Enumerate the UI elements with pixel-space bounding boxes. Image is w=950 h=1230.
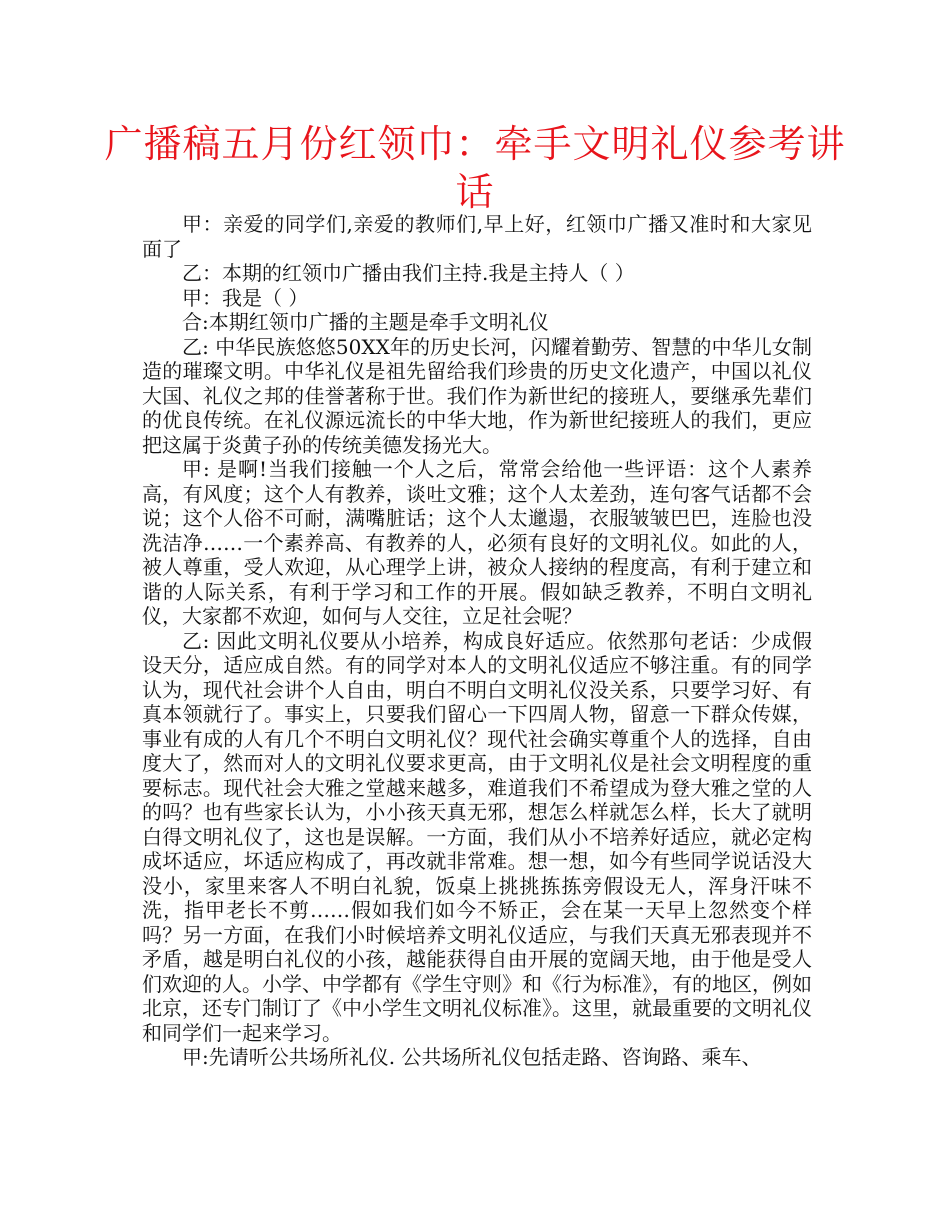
paragraph-6: 甲: 是啊!当我们接触一个人之后，常常会给他一些评语：这个人素养高，有风度；这个人有教养，谈吐文雅；这个人太差劲，连句客气话都不会说；这个人俗不可耐，满嘴脏话；这个人太邋遢，衣服皱皱巴巴，连脸也没洗洁净……一个素养高、有教养的人，必须有良好的文明礼仪。如此的人，被人尊重，受人欢迎，从心理学上讲，被众人接纳的程度高，有利于建立和谐的人际关系，有利于学习和工作的开展。假如缺乏教养，不明白文明礼仪，大家都不欢迎，如何与人交往，立足社会呢？ [142,457,812,628]
paragraph-2: 乙：本期的红领巾广播由我们主持.我是主持人（ ） [182,261,635,285]
paragraph-4: 合:本期红领巾广播的主题是牵手文明礼仪 [182,310,549,334]
document-title: 广播稿五月份红领巾：牵手文明礼仪参考讲话 [104,122,846,214]
paragraph-5: 乙: 中华民族悠悠50XX年的历史长河，闪耀着勤劳、智慧的中华儿女制造的璀璨文明。中华礼仪是祖先留给我们珍贵的历史文化遗产，中国以礼仪大国、礼仪之邦的佳誉著称于世。我们作为新世纪的接班人，要继承先辈们的优良传统。在礼仪源远流长的中华大地，作为新世纪接班人的我们，更应把这属于炎黄子孙的传统美德发扬光大。 [142,334,812,457]
document-body [142,212,812,1070]
paragraph-3: 甲：我是（ ） [182,285,309,310]
paragraph-1: 甲：亲爱的同学们,亲爱的教师们,早上好，红领巾广播又准时和大家见面了 [142,212,812,261]
paragraph-8: 甲:先请听公共场所礼仪. 公共场所礼仪包括走路、咨询路、乘车、 [182,1045,762,1069]
paragraph-7: 乙: 因此文明礼仪要从小培养，构成良好适应。依然那句老话：少成假设天分，适应成自然。有的同学对本人的文明礼仪适应不够注重。有的同学认为，现代社会讲个人自由，明白不明白文明礼仪没关系，只要学习好、有真本领就行了。事实上，只要我们留心一下四周人物，留意一下群众传媒，事业有成的人有几个不明白文明礼仪？现代社会确实尊重个人的选择，自由度大了，然而对人的文明礼仪要求更高，由于文明礼仪是社会文明程度的重要标志。现代社会大雅之堂越来越多，难道我们不希望成为登大雅之堂的人的吗？也有些家长认为，小小孩天真无邪，想怎么样就怎么样，长大了就明白得文明礼仪了，这也是误解。一方面，我们从小不培养好适应，就必定构成坏适应，坏适应构成了，再改就非常难。想一想，如今有些同学说话没大没小，家里来客人不明白礼貌，饭桌上挑挑拣拣旁假设无人，浑身汗味不洗，指甲老长不剪……假如我们如今不矫正，会在某一天早上忽然变个样吗？另一方面，在我们小时候培养文明礼仪适应，与我们天真无邪表现并不矛盾，越是明白礼仪的小孩，越能获得自由开展的宽阔天地，由于他是受人们欢迎的人。小学、中学都有《学生守则》和《行为标准》，有的地区，例如北京，还专门制订了《中小学生文明礼仪标准》。这里，就最重要的文明礼仪和同学们一起来学习。 [142,628,812,1045]
